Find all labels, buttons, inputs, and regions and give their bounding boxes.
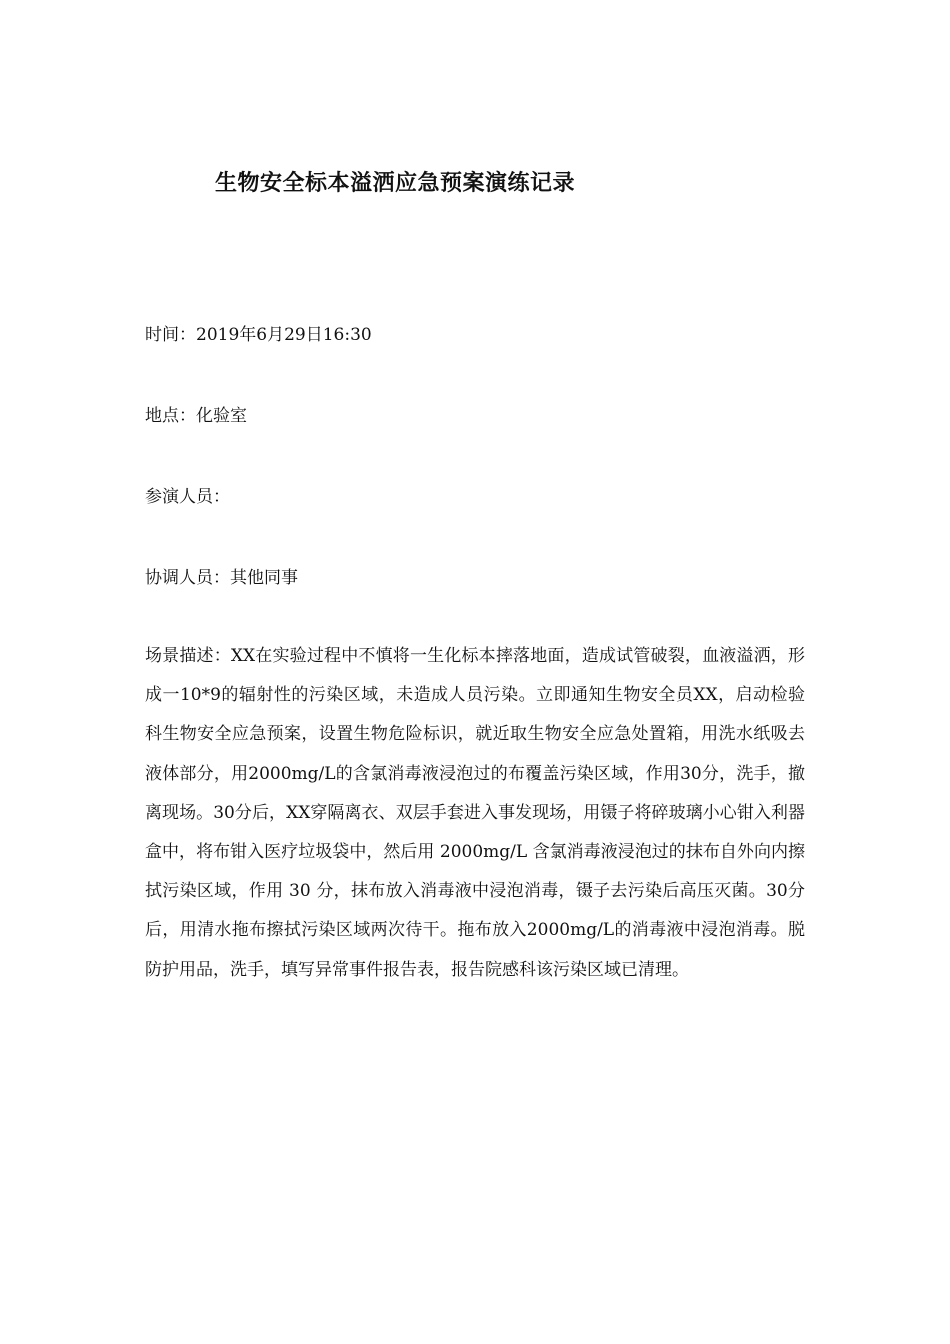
- coordinators-field: 协调人员：其他同事: [145, 568, 298, 588]
- time-field: 时间：2019年6月29日16:30: [145, 325, 372, 345]
- place-field: 地点：化验室: [145, 406, 247, 426]
- document-title: 生物安全标本溢洒应急预案演练记录: [215, 171, 576, 196]
- scene-description: 场景描述：XX在实验过程中不慎将一生化标本摔落地面，造成试管破裂，血液溢洒，形成一10*9的辐射性的污染区域，未造成人员污染。立即通知生物安全员XX，启动检验科生物安全应急预案，设置生物危险标识，就近取生物安全应急处置箱，用洗水纸吸去液体部分，用2000mg/L的含氯消毒液浸泡过的布覆盖污染区域，作用30分，洗手，撤离现场。30分后，XX穿隔离衣、双层手套进入事发现场，用镊子将碎玻璃小心钳入利器盒中，将布钳入医疗垃圾袋中，然后用 2000mg/L 含氯消毒液浸泡过的抹布自外向内擦拭污染区域，作用 30 分，抹布放入消毒液中浸泡消毒，镊子去污染后高压灭菌。30分后，用清水拖布擦拭污染区域两次待干。拖布放入2000mg/L的消毒液中浸泡消毒。脱防护用品，洗手，填写异常事件报告表，报告院感科该污染区域已清理。: [145, 646, 805, 980]
- participants-field: 参演人员：: [145, 487, 230, 507]
